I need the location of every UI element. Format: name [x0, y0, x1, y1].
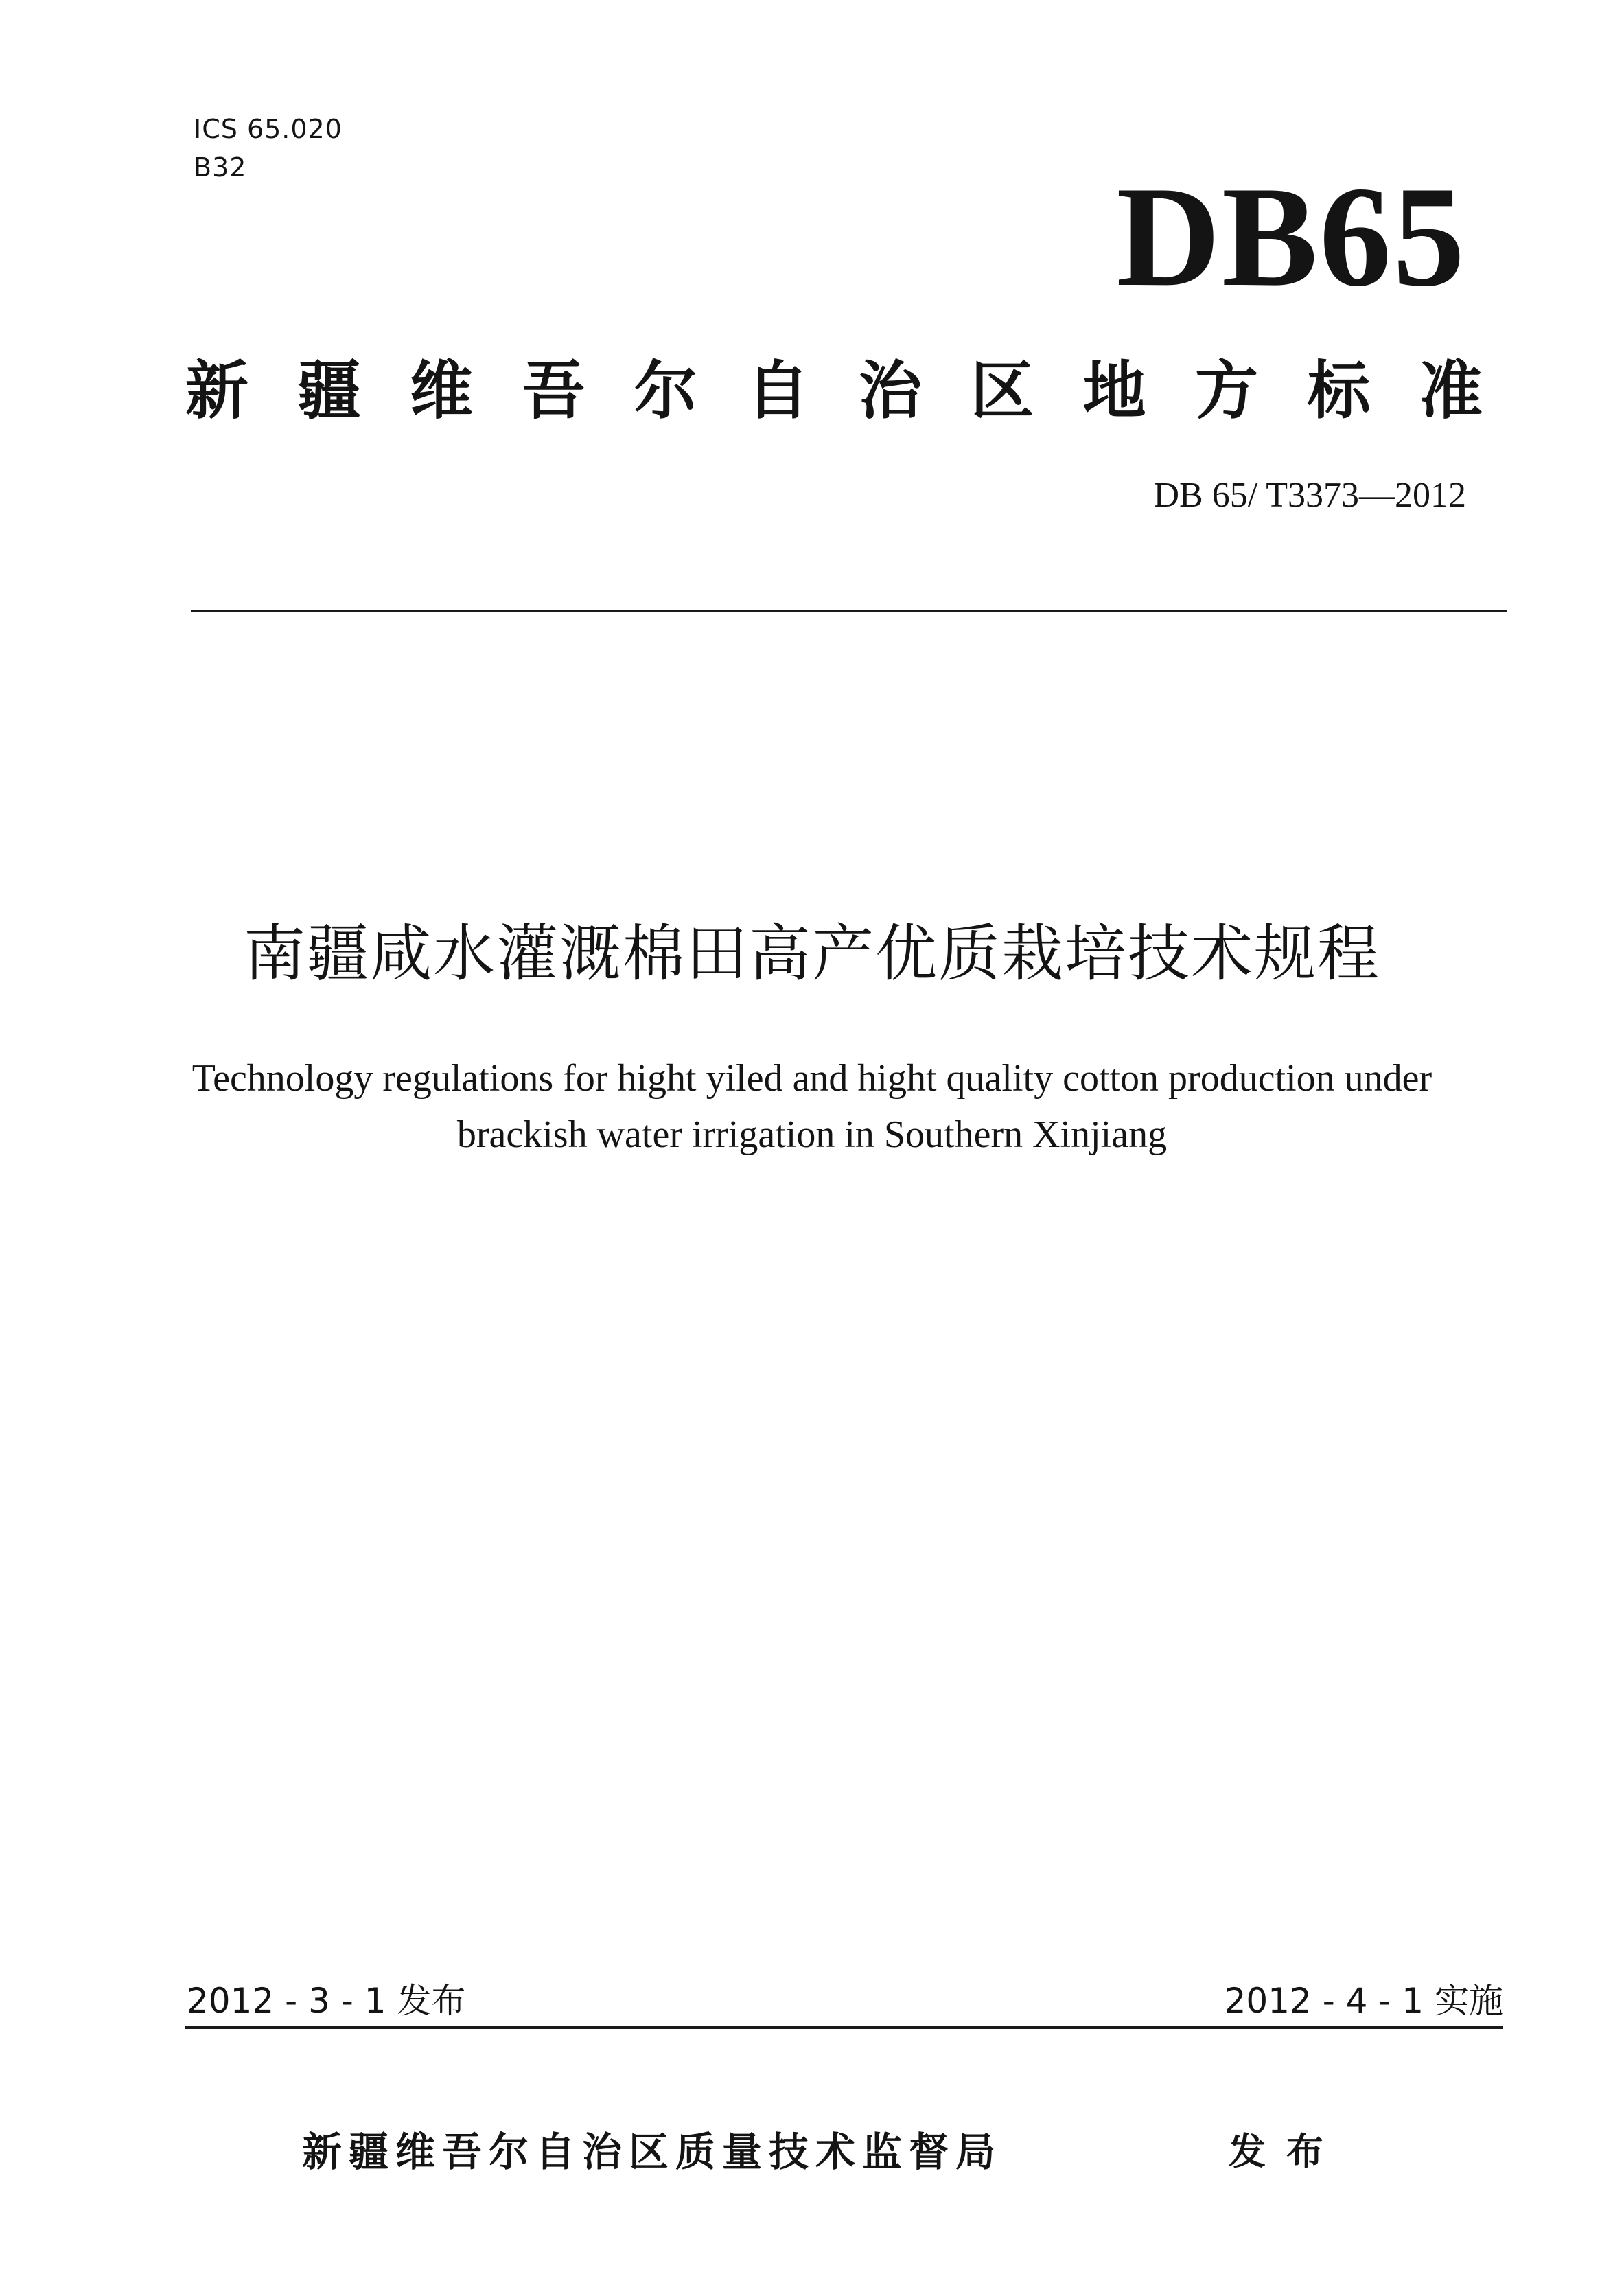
ccs-code: B32 [194, 152, 247, 183]
english-title-line-1: Technology regulations for hight yiled and hight quality cotton production under [192, 1057, 1432, 1100]
standard-number: DB 65/ T3373—2012 [1153, 476, 1466, 515]
english-title-line-2: brackish water irrigation in Southern Xinjiang [456, 1113, 1168, 1156]
implementation-date: 2012 - 4 - 1 实施 [1224, 1981, 1503, 2021]
ics-code: ICS 65.020 [194, 114, 343, 144]
header-divider [191, 610, 1507, 612]
document-title-chinese: 南疆咸水灌溉棉田高产优质栽培技术规程 [244, 918, 1380, 990]
issue-date: 2012 - 3 - 1 发布 [187, 1981, 466, 2021]
publish-label: 发布 [1229, 2130, 1344, 2173]
document-title-english [137, 1050, 1487, 1163]
standard-logo: DB65 [1116, 157, 1466, 316]
standard-category: 新疆维吾尔自治区地方标准 [185, 354, 1483, 428]
classification-codes [194, 110, 343, 187]
publisher-name: 新疆维吾尔自治区质量技术监督局 [302, 2129, 1003, 2175]
footer-divider [185, 2026, 1503, 2029]
